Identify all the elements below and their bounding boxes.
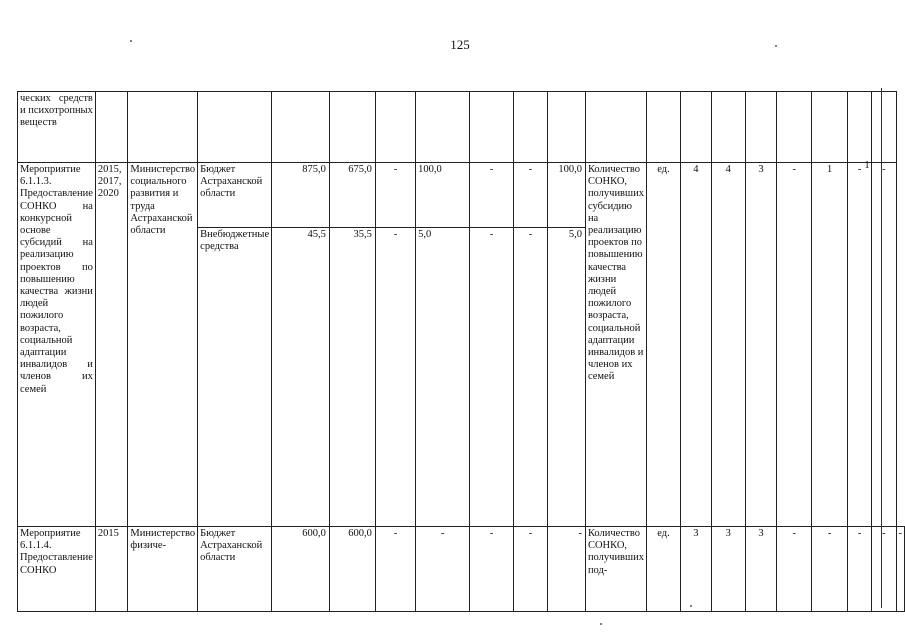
years-cell: 2015 xyxy=(95,527,128,612)
value-cell: - xyxy=(872,527,896,612)
y2020-cell: 100,0 xyxy=(547,163,585,228)
value-cell: 3 xyxy=(745,163,776,527)
value-cell: 3 xyxy=(681,527,712,612)
table-row-6114 xyxy=(18,527,905,612)
source-cell: Бюджет Астраханской области xyxy=(198,163,272,228)
y2019-cell: - xyxy=(513,228,547,527)
unit-cell: ед. xyxy=(646,527,680,612)
y2017-cell: - xyxy=(416,527,470,612)
scan-speck xyxy=(600,623,602,625)
value-cell: - xyxy=(848,527,872,612)
y2018-cell: - xyxy=(470,163,514,228)
value-cell: - xyxy=(896,527,905,612)
page-number: 125 xyxy=(450,37,470,52)
y2020-cell: 5,0 xyxy=(547,228,585,527)
unit-cell: ед. xyxy=(646,163,680,527)
executor-cell: Министерство физиче- xyxy=(128,527,198,612)
total-cell: 875,0 xyxy=(272,163,330,228)
scan-speck xyxy=(130,40,132,42)
y2017-cell: 5,0 xyxy=(416,228,470,527)
indicator-cell: Количество СОНКО, получивших субсидию на реализацию проектов по повышению качества жизни людей пожилого возраста, социальной адаптации инвалидов и членов их семей xyxy=(585,163,646,527)
y2016-cell: - xyxy=(375,163,415,228)
value-cell: - xyxy=(848,163,872,527)
total-cell: 600,0 xyxy=(272,527,330,612)
value-cell: 4 xyxy=(681,163,712,527)
total-cell: 45,5 xyxy=(272,228,330,527)
value-cell: 3 xyxy=(745,527,776,612)
y2018-cell: - xyxy=(470,527,514,612)
scan-speck xyxy=(690,605,692,607)
event-cell: ческих средств и психотропных веществ xyxy=(18,92,96,163)
y2015-cell: 600,0 xyxy=(329,527,375,612)
table-row-continuation xyxy=(18,92,905,163)
executor-cell: Министерство социального развития и труда Астраханской области xyxy=(128,163,198,527)
y2015-cell: 35,5 xyxy=(329,228,375,527)
value-cell: 1 xyxy=(812,163,848,527)
scan-speck xyxy=(775,45,777,47)
y2016-cell: - xyxy=(375,228,415,527)
y2020-cell: - xyxy=(547,527,585,612)
y2016-cell: - xyxy=(375,527,415,612)
source-cell: Бюджет Астраханской области xyxy=(198,527,272,612)
value-cell: - xyxy=(777,163,812,527)
value-cell-overflow: 1 xyxy=(864,160,870,171)
y2019-cell: - xyxy=(513,527,547,612)
event-cell: Мероприятие 6.1.1.4. Предоставление СОНКО xyxy=(18,527,96,612)
value-cell: - xyxy=(872,163,896,527)
value-cell: - xyxy=(777,527,812,612)
source-cell: Внебюджетные средства xyxy=(198,228,272,527)
event-cell: Мероприятие 6.1.1.3. Предоставление СОНКО на конкурсной основе субсидий на реализацию проектов по повышению качества жизни людей пожилого возраста, социальной адаптации инвалидов и членов их семей xyxy=(18,163,96,527)
y2015-cell: 675,0 xyxy=(329,163,375,228)
y2017-cell: 100,0 xyxy=(416,163,470,228)
y2019-cell: - xyxy=(513,163,547,228)
table-row-6113-budget xyxy=(18,163,905,228)
years-cell: 2015, 2017, 2020 xyxy=(95,163,128,527)
indicator-cell: Количество СОНКО, получивших под- xyxy=(585,527,646,612)
value-cell: 3 xyxy=(711,527,745,612)
value-cell: - xyxy=(812,527,848,612)
y2018-cell: - xyxy=(470,228,514,527)
scan-border-line xyxy=(881,88,882,608)
program-table xyxy=(17,91,905,612)
value-cell: 4 xyxy=(711,163,745,527)
